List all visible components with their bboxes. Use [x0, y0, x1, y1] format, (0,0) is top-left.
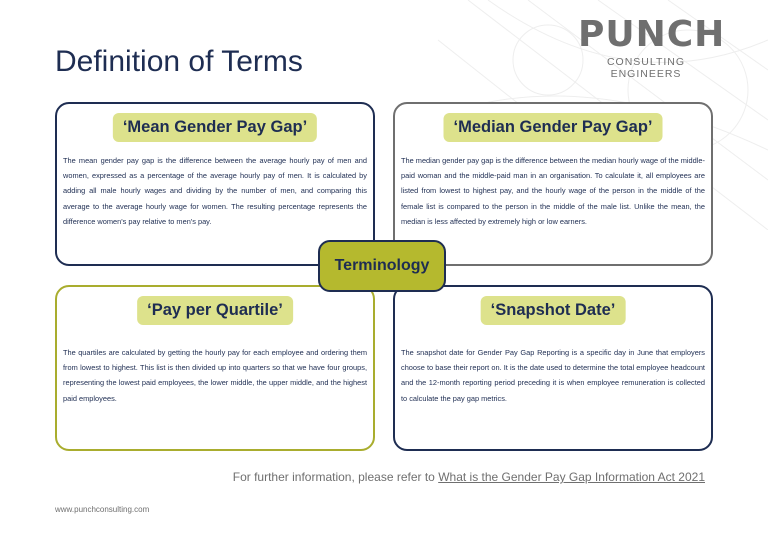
terminology-badge: Terminology	[318, 240, 446, 292]
website-url[interactable]: www.punchconsulting.com	[55, 505, 150, 514]
page-title: Definition of Terms	[55, 45, 303, 78]
logo-wordmark: PUNCH	[578, 14, 726, 55]
card-body: The quartiles are calculated by getting the hourly pay for each employee and ordering them from lowest to highest. This list is then divided up into quarters so that we have four groups, representing the lowest paid employees, the lower middle, the upper middle, and the highest paid employees.	[63, 348, 367, 403]
card-pay-per-quartile	[55, 285, 375, 451]
logo-tagline: CONSULTING ENGINEERS	[606, 56, 686, 80]
card-title: ‘Pay per Quartile’	[137, 296, 293, 325]
card-body: The snapshot date for Gender Pay Gap Reporting is a specific day in June that employers choose to base their report on. It is the date used to determine the total employee headcount and the 12-month reporting period preceding it is when employee remuneration is collected to calculate the pay gap metrics.	[401, 348, 705, 403]
card-snapshot-date	[393, 285, 713, 451]
card-body: The median gender pay gap is the difference between the median hourly wage of the middle-paid woman and the middle-paid man in an organisation. To calculate it, all employees are listed from lowest to highest pay, and the hourly wage of the person in the middle of the female list is compared to the person in the middle of the male list. Unlike the mean, the median is less affected by extremely high or low earners.	[401, 156, 705, 226]
card-body: The mean gender pay gap is the difference between the average hourly pay of men and women, expressed as a percentage of the average hourly pay of men. It is calculated by adding all male hourly wages and dividing by the number of men, and comparing this average to the average hourly wage for women. The resulting percentage represents the difference women's pay relative to men's pay.	[63, 156, 367, 226]
card-title: ‘Mean Gender Pay Gap’	[113, 113, 317, 142]
gender-pay-gap-act-link[interactable]: What is the Gender Pay Gap Information Act 2021	[438, 470, 705, 484]
footer-prefix: For further information, please refer to	[232, 470, 439, 484]
punch-logo	[578, 14, 726, 80]
card-title: ‘Snapshot Date’	[481, 296, 626, 325]
footer-note	[233, 470, 705, 484]
card-title: ‘Median Gender Pay Gap’	[444, 113, 663, 142]
